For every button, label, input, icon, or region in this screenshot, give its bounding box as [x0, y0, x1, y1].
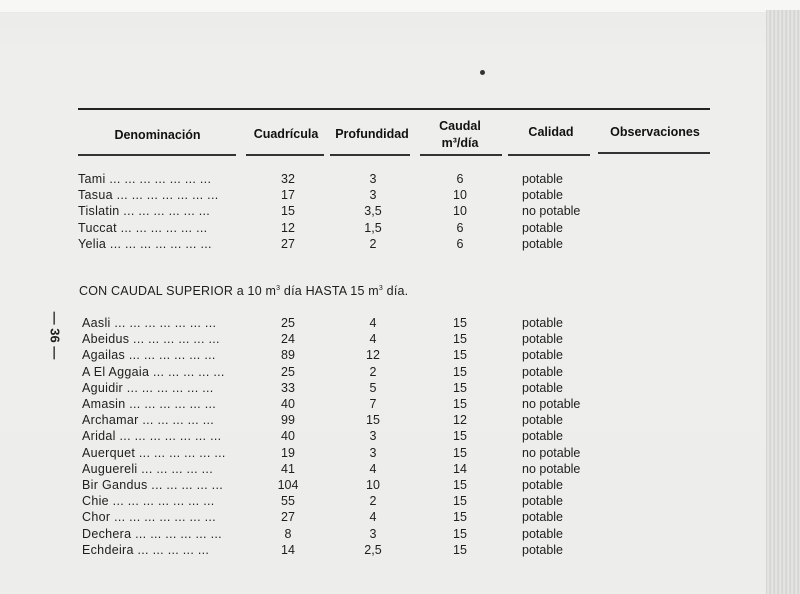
- row-cuadricula: 40: [281, 429, 295, 444]
- row-name: Chie ... ... ... ... ... ... ...: [82, 494, 215, 509]
- row-name: Tuccat ... ... ... ... ... ...: [78, 220, 208, 235]
- row-name: Aasli ... ... ... ... ... ... ...: [82, 316, 217, 330]
- row-calidad: potable: [522, 172, 564, 186]
- row-name: Archamar ... ... ... ... ...: [82, 413, 215, 428]
- underline-observaciones: [598, 152, 710, 154]
- header-cuadricula: Cuadrícula: [253, 127, 319, 141]
- row-caudal: 15: [453, 494, 467, 509]
- row-profundidad: 2: [369, 364, 377, 379]
- row-cuadricula: 41: [281, 461, 295, 476]
- row-cuadricula: 55: [281, 494, 295, 509]
- row-calidad: potable: [522, 332, 564, 347]
- row-name: Auerquet ... ... ... ... ... ...: [82, 445, 226, 460]
- row-caudal: 12: [453, 413, 467, 428]
- row-cuadricula: 25: [281, 364, 295, 379]
- underline-cuadricula: [246, 154, 324, 156]
- row-profundidad: 5: [369, 380, 377, 395]
- row-cuadricula: 32: [281, 172, 295, 186]
- row-profundidad: 10: [366, 478, 380, 492]
- header-profundidad: Profundidad: [335, 127, 409, 141]
- row-profundidad: 3: [369, 172, 377, 186]
- row-cuadricula: 27: [281, 510, 295, 525]
- section-heading: CON CAUDAL SUPERIOR a 10 $m^3$ día HASTA 15 $m^3$ día.: [79, 284, 409, 298]
- row-calidad: potable: [522, 236, 564, 251]
- underline-caudal: [420, 154, 502, 156]
- row-caudal: 15: [453, 348, 467, 363]
- row-cuadricula: 24: [281, 332, 295, 347]
- header-calidad: Calidad: [528, 125, 574, 139]
- row-profundidad: 4: [369, 510, 377, 525]
- row-caudal: 15: [453, 429, 467, 444]
- row-name: Dechera ... ... ... ... ... ...: [82, 526, 222, 541]
- row-name: Yelia ... ... ... ... ... ... ...: [78, 236, 212, 251]
- row-caudal: 15: [453, 445, 467, 460]
- row-caudal: 15: [453, 397, 467, 411]
- header-caudal: Caudal: [439, 119, 481, 133]
- row-name: Echdeira ... ... ... ... ...: [82, 542, 210, 557]
- row-calidad: potable: [522, 494, 564, 509]
- row-caudal: 10: [453, 188, 467, 203]
- row-name: Agailas ... ... ... ... ... ...: [82, 348, 216, 363]
- row-calidad: potable: [522, 429, 564, 444]
- row-caudal: 6: [456, 220, 464, 235]
- row-name: Tislatin ... ... ... ... ... ...: [78, 204, 211, 219]
- row-caudal: 15: [453, 380, 467, 395]
- row-profundidad: 3: [369, 445, 377, 460]
- row-caudal: 6: [456, 236, 464, 251]
- row-calidad: potable: [522, 413, 564, 428]
- row-profundidad: 4: [369, 461, 377, 476]
- row-cuadricula: 104: [277, 478, 299, 492]
- underline-profundidad: [330, 154, 410, 156]
- row-profundidad: 2: [369, 236, 377, 251]
- header-observaciones: Observaciones: [610, 125, 700, 139]
- row-profundidad: 3: [369, 526, 377, 541]
- row-calidad: potable: [522, 316, 564, 330]
- row-cuadricula: 40: [281, 397, 295, 411]
- row-calidad: potable: [522, 526, 564, 541]
- row-caudal: 14: [453, 461, 467, 476]
- row-calidad: potable: [522, 542, 564, 557]
- row-profundidad: 3,5: [364, 204, 382, 219]
- row-calidad: potable: [522, 510, 564, 525]
- row-name: Aguidir ... ... ... ... ... ...: [82, 380, 214, 395]
- row-profundidad: 4: [369, 332, 377, 347]
- row-calidad: potable: [522, 380, 564, 395]
- book-spine-edge: [766, 10, 800, 594]
- row-profundidad: 1,5: [364, 220, 382, 235]
- ink-dot: [480, 70, 485, 75]
- row-calidad: no potable: [522, 461, 581, 476]
- header-caudal-unit: m³/día: [441, 136, 479, 150]
- underline-denominacion: [78, 154, 236, 156]
- top-rule: [78, 108, 710, 110]
- row-profundidad: 7: [369, 397, 377, 411]
- row-profundidad: 3: [369, 429, 377, 444]
- page-number: — 36 —: [47, 311, 63, 360]
- underline-calidad: [508, 154, 590, 156]
- row-calidad: no potable: [522, 204, 581, 219]
- row-name: Tasua ... ... ... ... ... ... ...: [78, 188, 219, 203]
- row-cuadricula: 19: [281, 445, 295, 460]
- row-cuadricula: 33: [281, 380, 295, 395]
- row-calidad: potable: [522, 478, 564, 492]
- row-calidad: no potable: [522, 397, 581, 411]
- row-caudal: 15: [453, 478, 467, 492]
- row-profundidad: 4: [369, 316, 377, 330]
- row-caudal: 10: [453, 204, 467, 219]
- row-cuadricula: 27: [281, 236, 295, 251]
- row-name: Amasin ... ... ... ... ... ...: [82, 397, 217, 411]
- row-profundidad: 2,5: [364, 542, 382, 557]
- row-cuadricula: 89: [281, 348, 295, 363]
- row-profundidad: 3: [369, 188, 377, 203]
- row-name: Tami ... ... ... ... ... ... ...: [78, 172, 212, 186]
- row-profundidad: 2: [369, 494, 377, 509]
- row-caudal: 15: [453, 332, 467, 347]
- row-profundidad: 12: [366, 348, 380, 363]
- row-cuadricula: 99: [281, 413, 295, 428]
- row-profundidad: 15: [366, 413, 380, 428]
- page-top-edge: [0, 0, 800, 12]
- row-cuadricula: 17: [281, 188, 295, 203]
- row-caudal: 15: [453, 542, 467, 557]
- row-name: Aridal ... ... ... ... ... ... ...: [82, 429, 222, 444]
- row-calidad: potable: [522, 364, 564, 379]
- row-caudal: 15: [453, 364, 467, 379]
- row-cuadricula: 12: [281, 220, 295, 235]
- row-caudal: 15: [453, 510, 467, 525]
- row-cuadricula: 15: [281, 204, 295, 219]
- row-calidad: potable: [522, 348, 564, 363]
- row-name: A El Aggaia ... ... ... ... ...: [82, 364, 225, 379]
- row-calidad: potable: [522, 188, 564, 203]
- row-caudal: 15: [453, 316, 467, 330]
- row-name: Abeidus ... ... ... ... ... ...: [82, 332, 220, 347]
- row-calidad: no potable: [522, 445, 581, 460]
- row-name: Chor ... ... ... ... ... ... ...: [82, 510, 216, 525]
- row-calidad: potable: [522, 220, 564, 235]
- row-cuadricula: 14: [281, 542, 295, 557]
- row-cuadricula: 25: [281, 316, 295, 330]
- row-name: Bir Gandus ... ... ... ... ...: [82, 478, 223, 492]
- row-name: Auguereli ... ... ... ... ...: [82, 461, 213, 476]
- header-denominacion: Denominación: [114, 128, 201, 142]
- row-cuadricula: 8: [284, 526, 292, 541]
- row-caudal: 15: [453, 526, 467, 541]
- row-caudal: 6: [456, 172, 464, 186]
